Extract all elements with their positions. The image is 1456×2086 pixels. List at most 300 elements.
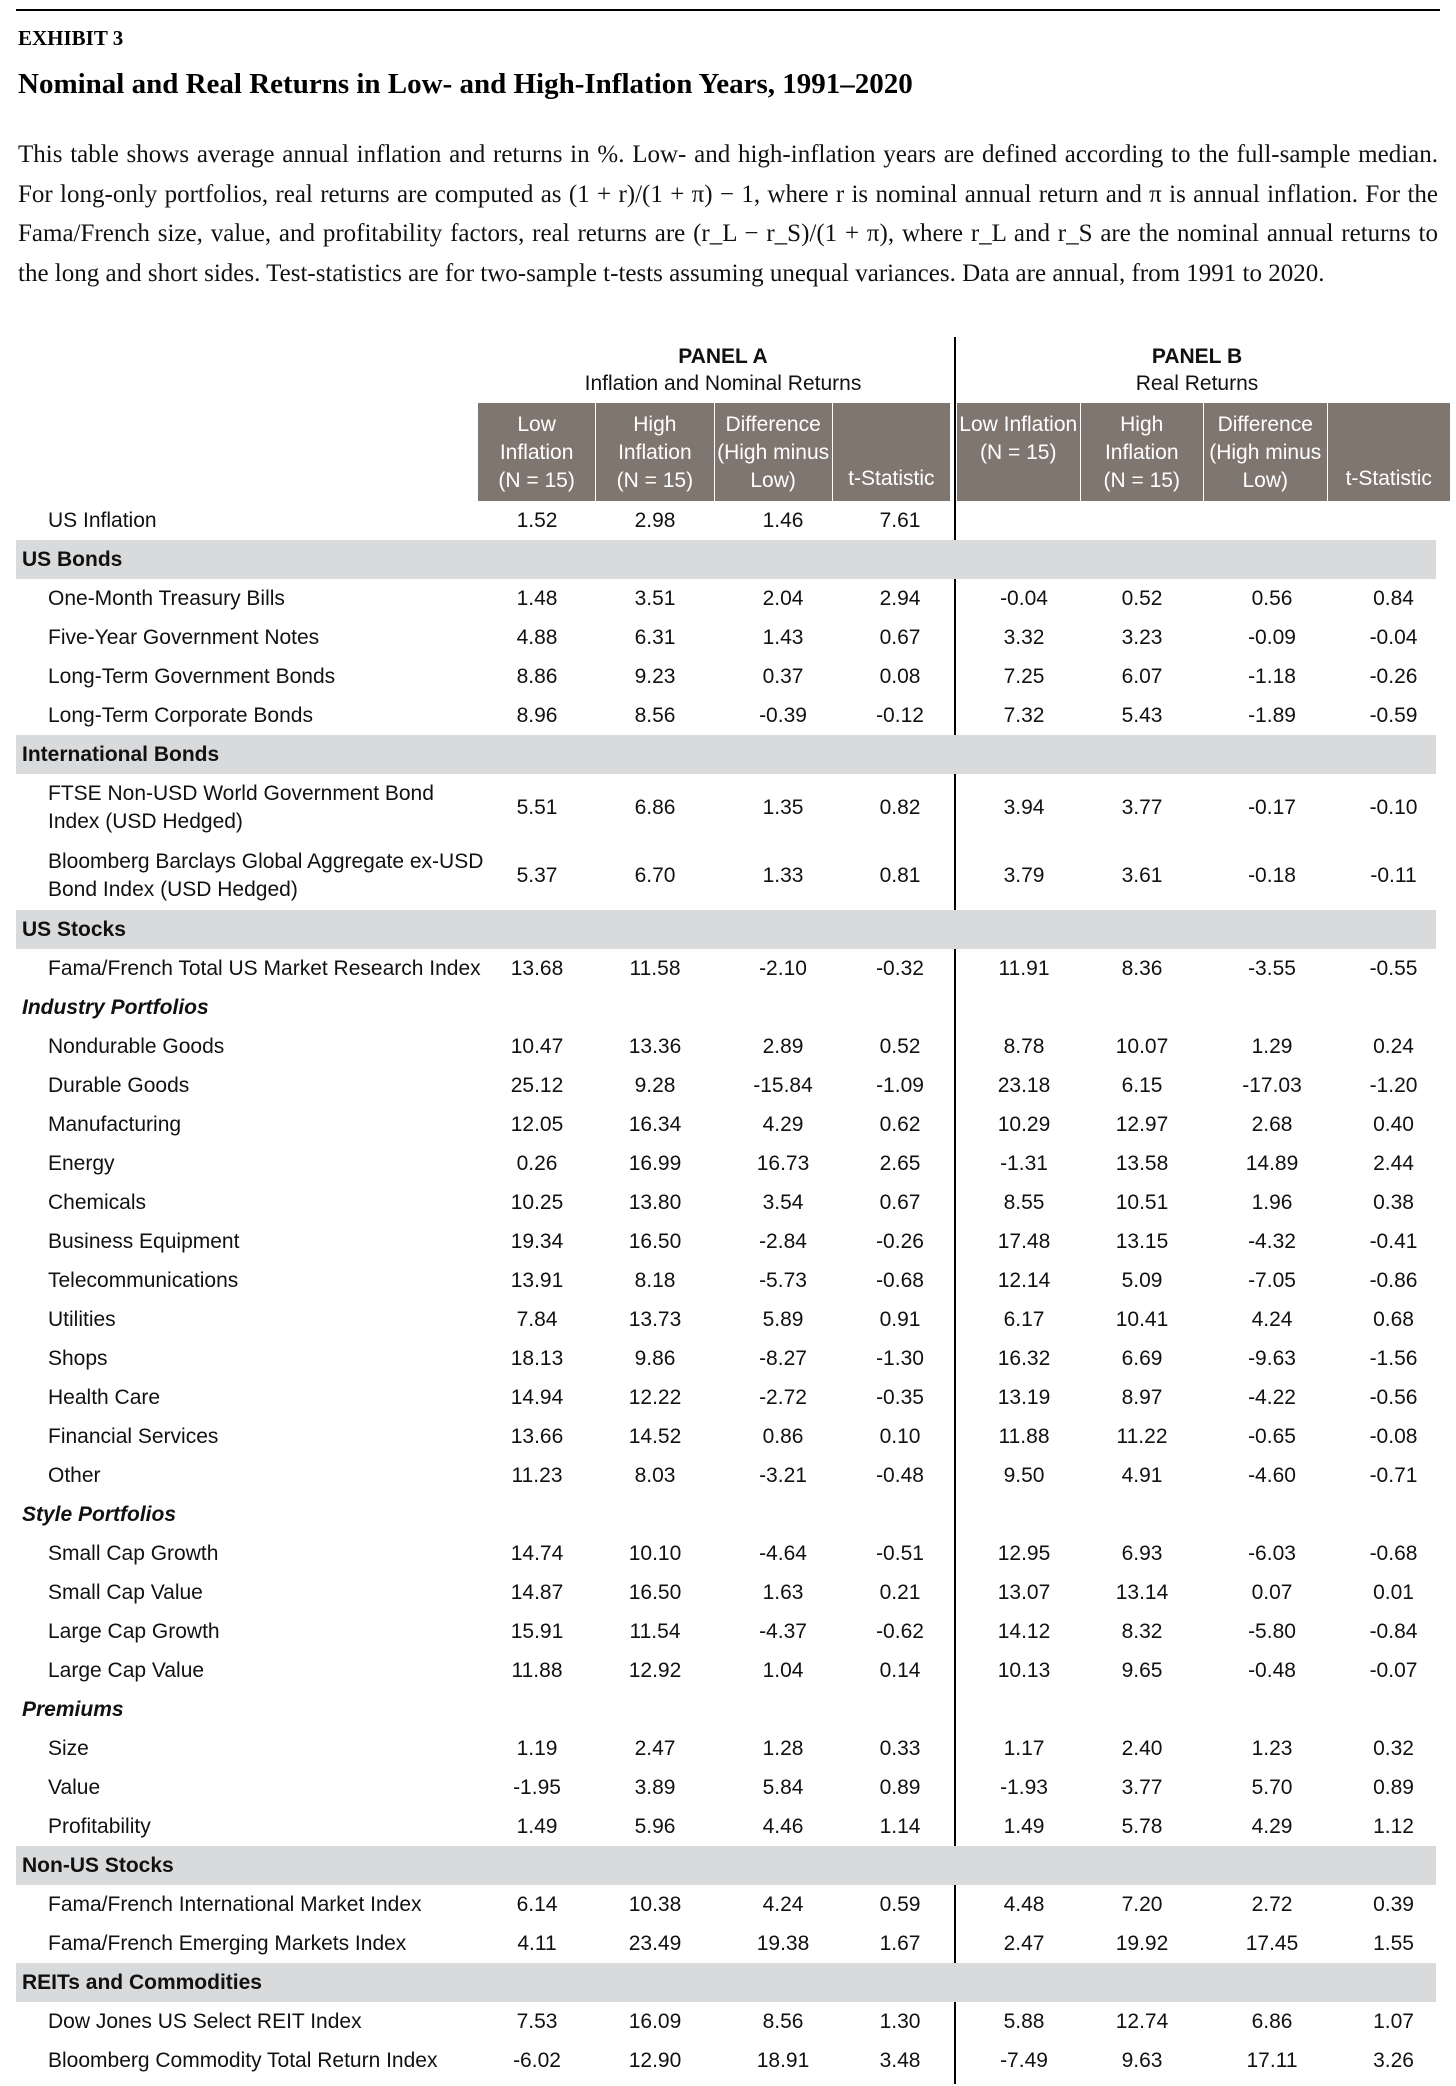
nominal-high-cell: 12.92 — [628, 1658, 682, 1682]
nominal-diff-cell: -5.73 — [759, 1268, 807, 1292]
section-header-row — [16, 540, 1436, 579]
nominal-low-cell: 13.68 — [510, 956, 564, 980]
row-label: Premiums — [22, 1697, 124, 1721]
real-diff-cell: 5.70 — [1251, 1775, 1293, 1799]
real-low-cell: 23.18 — [997, 1073, 1051, 1097]
real-diff-cell: -9.63 — [1248, 1346, 1296, 1370]
nominal-tstat-cell: 0.10 — [879, 1424, 921, 1448]
row-label: Dow Jones US Select REIT Index — [48, 2009, 362, 2033]
nominal-low-cell: 13.91 — [510, 1268, 564, 1292]
table-row — [16, 842, 1436, 910]
real-diff-cell: -4.22 — [1248, 1385, 1296, 1409]
real-diff-cell: -1.18 — [1248, 664, 1296, 688]
row-label: Energy — [48, 1151, 115, 1175]
nominal-high-cell: 23.49 — [628, 1931, 682, 1955]
row-label: Fama/French Total US Market Research Index — [48, 956, 481, 980]
table-row — [16, 1417, 1436, 1456]
nominal-tstat-cell: -1.09 — [876, 1073, 924, 1097]
real-diff-cell: -5.80 — [1248, 1619, 1296, 1643]
table-row — [16, 1729, 1436, 1768]
real-high-cell — [1077, 501, 1207, 540]
panel-a-title: Inflation and Nominal Returns — [584, 372, 862, 395]
real-high-cell: 0.52 — [1121, 586, 1163, 610]
row-label: Manufacturing — [48, 1112, 182, 1136]
nominal-tstat-cell: -0.68 — [876, 1268, 924, 1292]
row-label: Value — [48, 1775, 101, 1799]
description-text: This table shows average annual inflation and returns in %. Low- and high-inflation years are defined according to the full-sample median. For long-only portfolios, real returns are computed as (1 + r)/(1 + π) − 1, where r is nominal annual return and π is annual inflation. For the Fama/French size, value, and profitability factors, real returns are (r_L − r_S)/(1 + π), where r_L and r_S are the nominal annual returns to the long and short sides. Test-statistics are for two-sample t-tests assuming unequal variances. Data are annual, from 1991 to 2020. — [18, 141, 1438, 287]
nominal-low-cell: 10.25 — [510, 1190, 564, 1214]
table-description — [18, 135, 1438, 293]
nominal-high-cell: 13.73 — [628, 1307, 682, 1331]
nominal-low-cell: 0.26 — [516, 1151, 558, 1175]
nominal-diff-cell: -15.84 — [753, 1073, 813, 1097]
nominal-high-cell: 14.52 — [628, 1424, 682, 1448]
top-rule — [16, 9, 1440, 11]
nominal-low-cell: 5.37 — [516, 864, 558, 887]
real-tstat-cell — [1337, 501, 1450, 540]
real-diff-cell: -0.09 — [1248, 625, 1296, 649]
col-low-label: Low Inflation — [499, 413, 574, 464]
table-row — [16, 1573, 1436, 1612]
real-diff-cell: 2.68 — [1251, 1112, 1293, 1136]
nominal-tstat-cell: 0.82 — [879, 796, 921, 819]
row-label: US Bonds — [22, 547, 123, 571]
real-low-cell: 7.32 — [1003, 703, 1045, 727]
real-low-cell: 3.79 — [1003, 864, 1045, 887]
nominal-tstat-cell: -0.48 — [876, 1463, 924, 1487]
section-header-row — [16, 1963, 1436, 2002]
nominal-low-cell: 6.14 — [516, 1892, 558, 1916]
table-row — [16, 1651, 1436, 1690]
real-high-cell: 10.51 — [1115, 1190, 1169, 1214]
real-tstat-cell: -0.56 — [1369, 1385, 1418, 1409]
nominal-low-cell: 14.87 — [510, 1580, 564, 1604]
real-high-cell: 10.07 — [1115, 1034, 1169, 1058]
real-tstat-cell: -0.04 — [1369, 625, 1418, 649]
real-tstat-cell: 0.84 — [1373, 586, 1414, 610]
real-low-cell: 11.91 — [998, 956, 1050, 980]
row-label: Fama/French Emerging Markets Index — [48, 1931, 407, 1955]
real-diff-cell: -0.18 — [1248, 864, 1296, 887]
real-diff-cell: 2.72 — [1251, 1892, 1293, 1916]
nominal-tstat-cell: 0.08 — [879, 664, 921, 688]
nominal-diff-cell: 5.89 — [762, 1307, 804, 1331]
real-diff-cell: -0.65 — [1248, 1424, 1296, 1448]
nominal-high-cell: 16.99 — [628, 1151, 682, 1175]
real-high-cell: 6.07 — [1121, 664, 1163, 688]
nominal-low-cell: -6.02 — [513, 2048, 561, 2072]
nominal-diff-cell: 4.29 — [762, 1112, 804, 1136]
real-low-cell: 3.32 — [1003, 625, 1045, 649]
nominal-low-cell: 14.94 — [510, 1385, 564, 1409]
real-high-cell: 13.58 — [1115, 1151, 1169, 1175]
row-label: Durable Goods — [48, 1073, 190, 1097]
real-diff-cell: 1.23 — [1251, 1736, 1293, 1760]
table-row — [16, 501, 1436, 540]
real-diff-cell: -4.32 — [1248, 1229, 1296, 1253]
real-tstat-cell: -0.26 — [1369, 664, 1418, 688]
nominal-diff-cell: 5.84 — [762, 1775, 804, 1799]
panel-a-label: PANEL A — [678, 345, 768, 368]
nominal-low-cell: 5.51 — [516, 796, 558, 819]
nominal-high-cell: 16.09 — [628, 2009, 682, 2033]
nominal-high-cell: 2.98 — [634, 508, 676, 532]
real-low-cell: 13.07 — [997, 1580, 1051, 1604]
exhibit-label: EXHIBIT 3 — [18, 26, 124, 50]
nominal-diff-cell: 1.33 — [762, 864, 804, 887]
nominal-tstat-cell: 0.67 — [879, 1190, 921, 1214]
nominal-low-cell: 1.52 — [516, 508, 558, 532]
nominal-high-cell: 2.47 — [634, 1736, 676, 1760]
nominal-high-cell: 8.56 — [634, 703, 676, 727]
nominal-low-cell: 8.96 — [516, 703, 558, 727]
real-high-cell: 9.63 — [1121, 2048, 1163, 2072]
subsection-header-row — [16, 1690, 1436, 1729]
nominal-high-cell: 10.10 — [628, 1541, 682, 1565]
nominal-diff-cell: 2.04 — [762, 586, 804, 610]
real-tstat-cell: -0.71 — [1369, 1463, 1418, 1487]
nominal-high-cell: 9.86 — [634, 1346, 676, 1370]
real-high-cell: 13.15 — [1115, 1229, 1169, 1253]
real-high-cell: 11.22 — [1116, 1424, 1168, 1448]
real-low-cell: 3.94 — [1003, 796, 1045, 819]
row-label: Small Cap Growth — [48, 1541, 219, 1565]
col-low-label-real: Low Inflation — [959, 413, 1078, 436]
table-row — [16, 1261, 1436, 1300]
real-low-cell — [971, 501, 1077, 540]
table-row — [16, 618, 1436, 657]
real-high-cell: 2.40 — [1121, 1736, 1163, 1760]
real-diff-cell: 4.29 — [1251, 1814, 1293, 1838]
row-label: Profitability — [48, 1814, 151, 1838]
real-diff-cell: 0.56 — [1251, 586, 1293, 610]
row-label: Industry Portfolios — [22, 995, 209, 1019]
nominal-low-cell: 19.34 — [510, 1229, 564, 1253]
row-label: Business Equipment — [48, 1229, 240, 1253]
col-high-inflation-real — [1080, 403, 1204, 501]
row-label: Chemicals — [48, 1190, 147, 1214]
table-row — [16, 579, 1436, 618]
nominal-low-cell: 13.66 — [510, 1424, 564, 1448]
table-row — [16, 1105, 1436, 1144]
real-diff-cell: 17.11 — [1246, 2048, 1298, 2072]
real-low-cell: 8.78 — [1003, 1034, 1045, 1058]
real-low-cell: 10.29 — [997, 1112, 1051, 1136]
nominal-tstat-cell: 0.89 — [879, 1775, 921, 1799]
nominal-tstat-cell: -0.51 — [876, 1541, 924, 1565]
nominal-diff-cell: 1.28 — [762, 1736, 804, 1760]
nominal-tstat-cell: 0.81 — [879, 864, 921, 887]
nominal-diff-cell: -4.37 — [759, 1619, 807, 1643]
real-tstat-cell: 0.01 — [1373, 1580, 1414, 1604]
real-low-cell: 17.48 — [997, 1229, 1051, 1253]
subsection-header-row — [16, 1495, 1436, 1534]
real-diff-cell: 4.24 — [1251, 1307, 1293, 1331]
table-row — [16, 1534, 1436, 1573]
table-row — [16, 2041, 1436, 2080]
real-tstat-cell: 3.26 — [1373, 2048, 1414, 2072]
table-row — [16, 657, 1436, 696]
real-low-cell: -0.04 — [1000, 586, 1048, 610]
real-diff-cell: 0.07 — [1251, 1580, 1293, 1604]
real-low-cell: -1.93 — [1000, 1775, 1048, 1799]
nominal-high-cell: 11.54 — [629, 1619, 681, 1643]
row-label: Five-Year Government Notes — [48, 625, 320, 649]
table-row — [16, 949, 1436, 988]
table-row — [16, 1612, 1436, 1651]
nominal-low-cell: 15.91 — [510, 1619, 564, 1643]
real-low-cell: 2.47 — [1003, 1931, 1045, 1955]
nominal-diff-cell: -2.84 — [759, 1229, 807, 1253]
real-diff-cell: -7.05 — [1248, 1268, 1296, 1292]
nominal-high-cell: 6.70 — [634, 864, 676, 887]
table-row — [16, 1885, 1436, 1924]
col-high-label-real: High Inflation — [1104, 413, 1179, 464]
nominal-tstat-cell: 0.62 — [879, 1112, 921, 1136]
nominal-tstat-cell: 0.52 — [879, 1034, 921, 1058]
col-low-n: (N = 15) — [498, 469, 575, 492]
nominal-diff-cell: 3.54 — [762, 1190, 804, 1214]
real-high-cell: 3.23 — [1121, 625, 1163, 649]
nominal-high-cell: 8.18 — [634, 1268, 676, 1292]
real-high-cell: 8.32 — [1121, 1619, 1163, 1643]
nominal-tstat-cell: 0.21 — [879, 1580, 921, 1604]
nominal-diff-cell: -8.27 — [759, 1346, 807, 1370]
real-tstat-cell: 0.39 — [1373, 1892, 1414, 1916]
real-tstat-cell: -0.10 — [1369, 796, 1418, 819]
nominal-tstat-cell: 2.65 — [879, 1151, 921, 1175]
nominal-high-cell: 13.80 — [628, 1190, 682, 1214]
nominal-diff-cell: -2.72 — [759, 1385, 807, 1409]
real-high-cell: 12.97 — [1115, 1112, 1169, 1136]
row-label: REITs and Commodities — [22, 1970, 262, 1994]
real-diff-cell — [1207, 501, 1337, 540]
nominal-diff-cell: 4.24 — [762, 1892, 804, 1916]
row-label: Telecommunications — [48, 1268, 239, 1292]
real-diff-cell: -0.48 — [1248, 1658, 1296, 1682]
subsection-header-row — [16, 988, 1436, 1027]
real-tstat-cell: 0.40 — [1373, 1112, 1414, 1136]
nominal-tstat-cell: 0.67 — [879, 625, 921, 649]
real-low-cell: 6.17 — [1003, 1307, 1045, 1331]
row-label: Large Cap Value — [48, 1658, 205, 1682]
row-label: FTSE Non-USD World Government Bond Index (USD Hedged) — [48, 782, 434, 833]
real-diff-cell: 1.96 — [1251, 1190, 1293, 1214]
row-label: Financial Services — [48, 1424, 219, 1448]
exhibit-title: Nominal and Real Returns in Low- and High-Inflation Years, 1991–2020 — [18, 68, 913, 100]
nominal-diff-cell: 2.89 — [762, 1034, 804, 1058]
nominal-tstat-cell: 2.94 — [879, 586, 921, 610]
nominal-high-cell: 16.50 — [628, 1229, 682, 1253]
row-label: Shops — [48, 1346, 108, 1370]
nominal-low-cell: 7.84 — [516, 1307, 558, 1331]
real-high-cell: 4.91 — [1121, 1463, 1163, 1487]
nominal-low-cell: 1.48 — [516, 586, 558, 610]
table-row — [16, 1378, 1436, 1417]
row-label: Health Care — [48, 1385, 161, 1409]
table-row — [16, 696, 1436, 735]
nominal-high-cell: 16.34 — [628, 1112, 682, 1136]
nominal-tstat-cell: 7.61 — [879, 508, 921, 532]
nominal-tstat-cell: 1.14 — [879, 1814, 921, 1838]
col-t-label-real: t-Statistic — [1345, 467, 1432, 490]
table-row — [16, 1066, 1436, 1105]
real-tstat-cell: -1.56 — [1369, 1346, 1418, 1370]
real-high-cell: 3.77 — [1121, 1775, 1163, 1799]
real-low-cell: 11.88 — [998, 1424, 1050, 1448]
col-high-label: High Inflation — [618, 413, 692, 464]
table-row — [16, 1027, 1436, 1066]
nominal-low-cell: 7.53 — [516, 2009, 558, 2033]
row-label: Long-Term Government Bonds — [48, 664, 336, 688]
nominal-high-cell: 13.36 — [628, 1034, 682, 1058]
nominal-tstat-cell: -1.30 — [876, 1346, 924, 1370]
real-low-cell: 1.49 — [1003, 1814, 1045, 1838]
real-tstat-cell: -0.68 — [1369, 1541, 1418, 1565]
real-diff-cell: -1.89 — [1248, 703, 1296, 727]
real-low-cell: 12.14 — [997, 1268, 1051, 1292]
row-label: Non-US Stocks — [22, 1853, 174, 1877]
nominal-tstat-cell: 0.59 — [879, 1892, 921, 1916]
nominal-diff-cell: -2.10 — [759, 956, 807, 980]
nominal-tstat-cell: 0.33 — [879, 1736, 921, 1760]
nominal-low-cell: 4.11 — [517, 1931, 557, 1955]
nominal-diff-cell: 4.46 — [762, 1814, 804, 1838]
real-high-cell: 13.14 — [1115, 1580, 1169, 1604]
nominal-diff-cell: -3.21 — [759, 1463, 807, 1487]
row-label: International Bonds — [22, 742, 220, 766]
real-high-cell: 5.78 — [1121, 1814, 1163, 1838]
table-row — [16, 1144, 1436, 1183]
section-header-row — [16, 1846, 1436, 1885]
row-label: Nondurable Goods — [48, 1034, 225, 1058]
nominal-low-cell: 25.12 — [510, 1073, 564, 1097]
nominal-low-cell: 11.88 — [511, 1658, 563, 1682]
nominal-high-cell: 9.23 — [634, 664, 676, 688]
nominal-tstat-cell: -0.35 — [876, 1385, 924, 1409]
real-high-cell: 5.43 — [1121, 703, 1163, 727]
real-tstat-cell: -0.11 — [1370, 864, 1417, 887]
col-high-inflation — [595, 403, 713, 501]
real-tstat-cell: -0.59 — [1369, 703, 1418, 727]
nominal-low-cell: 4.88 — [516, 625, 558, 649]
nominal-diff-cell: 16.73 — [756, 1151, 810, 1175]
nominal-diff-cell: 8.56 — [762, 2009, 804, 2033]
nominal-high-cell: 9.28 — [634, 1073, 676, 1097]
nominal-diff-cell: 1.35 — [762, 796, 804, 819]
table-row — [16, 774, 1436, 842]
nominal-diff-cell: -0.39 — [759, 703, 807, 727]
panel-b-label: PANEL B — [1151, 345, 1243, 368]
nominal-high-cell: 8.03 — [634, 1463, 676, 1487]
nominal-diff-cell: 19.38 — [756, 1931, 810, 1955]
panel-a-column-headers — [478, 403, 950, 501]
nominal-high-cell: 3.89 — [634, 1775, 676, 1799]
real-high-cell: 8.36 — [1121, 956, 1163, 980]
col-t-label: t-Statistic — [848, 467, 935, 490]
real-low-cell: 1.17 — [1003, 1736, 1045, 1760]
real-high-cell: 8.97 — [1121, 1385, 1163, 1409]
nominal-high-cell: 16.50 — [628, 1580, 682, 1604]
nominal-diff-cell: 18.91 — [756, 2048, 810, 2072]
real-tstat-cell: -0.84 — [1369, 1619, 1418, 1643]
real-diff-cell: 14.89 — [1245, 1151, 1299, 1175]
nominal-tstat-cell: 0.91 — [879, 1307, 921, 1331]
table-row — [16, 1300, 1436, 1339]
nominal-low-cell: 1.19 — [516, 1736, 558, 1760]
nominal-high-cell: 12.22 — [628, 1385, 682, 1409]
nominal-tstat-cell: 0.14 — [879, 1658, 921, 1682]
real-low-cell: 10.13 — [997, 1658, 1051, 1682]
nominal-diff-cell: 0.37 — [762, 664, 804, 688]
row-label: Size — [48, 1736, 89, 1760]
real-high-cell: 10.41 — [1115, 1307, 1169, 1331]
nominal-high-cell: 11.58 — [629, 956, 681, 980]
nominal-tstat-cell: -0.12 — [876, 703, 924, 727]
col-high-n: (N = 15) — [616, 469, 694, 492]
nominal-low-cell: 1.49 — [516, 1814, 558, 1838]
real-high-cell: 6.69 — [1121, 1346, 1163, 1370]
real-diff-cell: 6.86 — [1251, 2009, 1293, 2033]
nominal-high-cell: 5.96 — [634, 1814, 676, 1838]
nominal-diff-cell: 1.46 — [762, 508, 804, 532]
real-high-cell: 12.74 — [1115, 2009, 1169, 2033]
real-low-cell: 4.48 — [1003, 1892, 1045, 1916]
real-low-cell: 16.32 — [997, 1346, 1051, 1370]
nominal-tstat-cell: 1.67 — [879, 1931, 921, 1955]
real-high-cell: 3.61 — [1121, 864, 1163, 887]
real-tstat-cell: -0.55 — [1369, 956, 1418, 980]
real-low-cell: 9.50 — [1003, 1463, 1045, 1487]
nominal-diff-cell: 1.04 — [762, 1658, 804, 1682]
real-tstat-cell: 0.32 — [1373, 1736, 1414, 1760]
nominal-low-cell: -1.95 — [513, 1775, 561, 1799]
row-label: US Stocks — [22, 917, 126, 941]
nominal-tstat-cell: 3.48 — [879, 2048, 921, 2072]
nominal-high-cell: 6.86 — [634, 796, 676, 819]
panel-b-column-headers — [957, 403, 1450, 501]
real-tstat-cell: 1.55 — [1373, 1931, 1414, 1955]
nominal-tstat-cell: -0.32 — [876, 956, 924, 980]
nominal-diff-cell: 1.63 — [762, 1580, 804, 1604]
real-low-cell: 12.95 — [997, 1541, 1051, 1565]
real-tstat-cell: 1.07 — [1373, 2009, 1414, 2033]
panel-b-title: Real Returns — [1135, 372, 1259, 395]
real-tstat-cell: -0.07 — [1369, 1658, 1418, 1682]
real-diff-cell: -3.55 — [1248, 956, 1296, 980]
real-tstat-cell: -1.20 — [1369, 1073, 1418, 1097]
col-low-inflation — [478, 403, 595, 501]
section-header-row — [16, 910, 1436, 949]
table-body — [16, 501, 1436, 2080]
row-label: Small Cap Value — [48, 1580, 203, 1604]
real-high-cell: 3.77 — [1121, 796, 1163, 819]
table-row — [16, 1807, 1436, 1846]
real-low-cell: -1.31 — [1000, 1151, 1048, 1175]
table-row — [16, 1183, 1436, 1222]
real-low-cell: -7.49 — [1000, 2048, 1048, 2072]
col-low-n-real: (N = 15) — [980, 441, 1057, 464]
panel-a-header — [478, 343, 968, 409]
real-low-cell: 13.19 — [997, 1385, 1051, 1409]
nominal-tstat-cell: -0.26 — [876, 1229, 924, 1253]
nominal-low-cell: 11.23 — [511, 1463, 563, 1487]
real-low-cell: 5.88 — [1003, 2009, 1045, 2033]
table-row — [16, 2002, 1436, 2041]
row-label: Other — [48, 1463, 101, 1487]
real-high-cell: 6.15 — [1121, 1073, 1163, 1097]
nominal-diff-cell: -4.64 — [759, 1541, 807, 1565]
